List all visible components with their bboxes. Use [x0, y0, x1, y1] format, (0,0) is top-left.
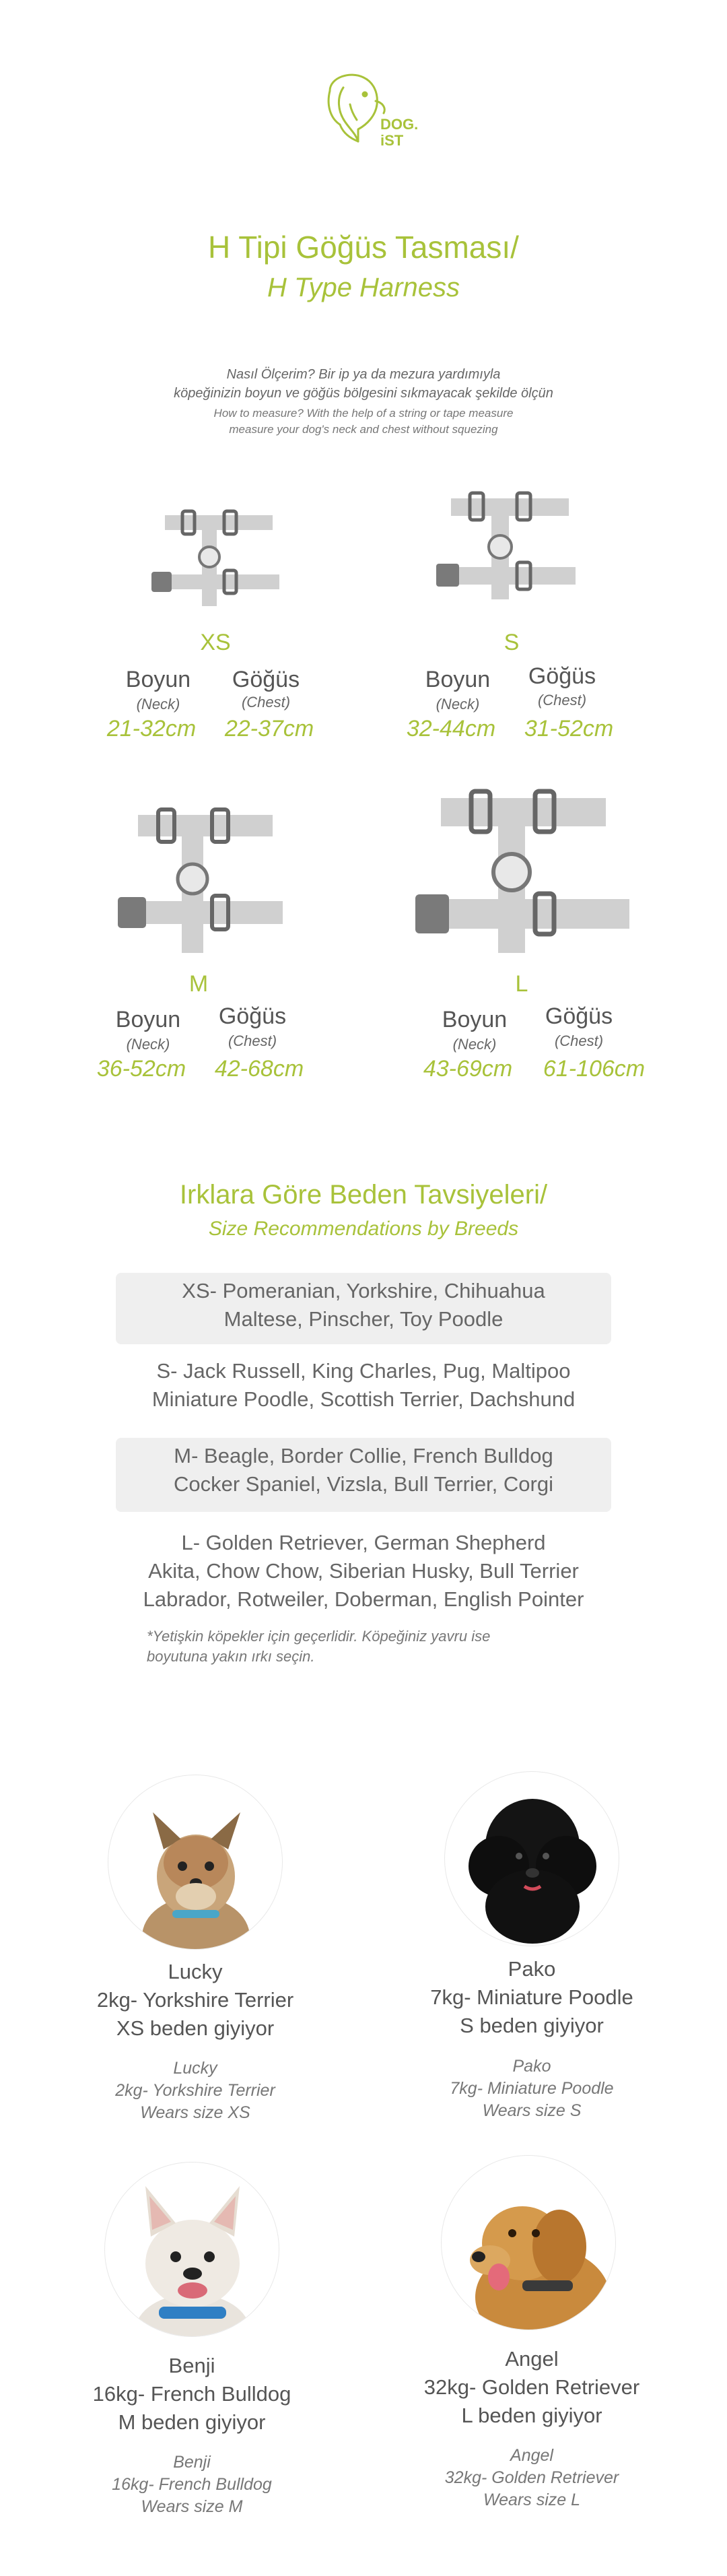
harness-s-illustration	[431, 485, 586, 613]
dog-weight-breed: 2kg- Yorkshire Terrier	[96, 1988, 294, 2012]
dog-weight-breed-en: 7kg- Miniature Poodle	[450, 2079, 614, 2098]
breeds-footnote	[147, 1626, 618, 1667]
dog-name: Lucky	[168, 1960, 223, 1983]
neck-range-m: 36-52cm	[96, 1056, 186, 1082]
size-label-xs: XS	[200, 630, 231, 655]
dog-photo-angel	[441, 2155, 616, 2330]
dog-weight-breed-en: 16kg- French Bulldog	[112, 2475, 272, 2494]
neck-label: Boyun	[125, 667, 191, 692]
measure-instruction-tr-1: Nasıl Ölçerim? Bir ip ya da mezura yardımıyla	[226, 367, 501, 382]
breed-group-s	[116, 1357, 611, 1418]
dog-info-benji-en	[57, 2451, 326, 2518]
dog-size-en: Wears size XS	[140, 2103, 250, 2122]
footnote-line: boyutuna yakın ırkı seçin.	[147, 1648, 315, 1665]
harness-l-illustration	[414, 785, 636, 973]
breed-line: Maltese, Pinscher, Toy Poodle	[223, 1307, 504, 1331]
size-label-s: S	[504, 630, 520, 655]
chest-range-xs: 22-37cm	[224, 716, 314, 741]
measure-instruction-tr-2: köpeğinizin boyun ve göğüs bölgesini sıkmayacak şekilde ölçün	[174, 386, 553, 401]
chest-label-en: (Chest)	[228, 1032, 277, 1049]
yorkshire-terrier-photo	[108, 1775, 282, 1949]
neck-label-en: (Neck)	[136, 696, 180, 713]
dog-info-lucky-tr	[61, 1958, 330, 2043]
dog-size: S beden giyiyor	[460, 2014, 604, 2037]
breed-group-xs	[116, 1273, 611, 1344]
footnote-line: *Yetişkin köpekler için geçerlidir. Köpeğiniz yavru ise	[147, 1628, 491, 1645]
size-label-l: L	[515, 971, 528, 997]
neck-range-s: 32-44cm	[406, 716, 496, 741]
breed-group-m	[116, 1438, 611, 1512]
harness-m-illustration	[114, 801, 289, 970]
neck-label: Boyun	[442, 1007, 508, 1032]
neck-label: Boyun	[425, 667, 491, 692]
dog-info-angel-en	[397, 2445, 666, 2511]
breeds-subtitle: Size Recommendations by Breeds	[208, 1218, 519, 1240]
neck-label-en: (Neck)	[436, 696, 480, 713]
dog-photo-lucky	[108, 1775, 283, 1950]
chest-label-en: (Chest)	[554, 1032, 604, 1049]
dog-weight-breed: 32kg- Golden Retriever	[423, 2375, 640, 2399]
size-label-m: M	[188, 971, 209, 997]
dog-photo-benji	[104, 2162, 279, 2337]
dog-info-angel-tr	[397, 2345, 666, 2430]
dog-info-pako-tr	[397, 1955, 666, 2040]
neck-range-l: 43-69cm	[423, 1056, 513, 1082]
breed-line: Akita, Chow Chow, Siberian Husky, Bull Terrier	[148, 1559, 579, 1583]
dog-weight-breed: 16kg- French Bulldog	[92, 2382, 291, 2406]
dog-info-benji-tr	[57, 2352, 326, 2437]
svg-text:iST: iST	[380, 132, 404, 149]
dog-name-en: Lucky	[173, 2059, 217, 2078]
dog-weight-breed-en: 32kg- Golden Retriever	[444, 2468, 619, 2487]
harness-xs-illustration	[145, 502, 289, 620]
chest-label-en: (Chest)	[537, 692, 587, 708]
chest-label-en: (Chest)	[241, 694, 291, 711]
dog-name-en: Pako	[512, 2057, 551, 2076]
dog-name: Benji	[168, 2354, 215, 2377]
dog-size: M beden giyiyor	[118, 2410, 266, 2434]
svg-text:DOG.: DOG.	[380, 116, 419, 133]
measure-instruction-en-1: How to measure? With the help of a string or tape measure	[213, 407, 514, 420]
miniature-poodle-photo	[445, 1772, 619, 1946]
dog-size: XS beden giyiyor	[116, 2016, 275, 2040]
chest-range-l: 61-106cm	[543, 1056, 646, 1082]
dog-photo-pako	[444, 1771, 619, 1946]
breed-line: XS- Pomeranian, Yorkshire, Chihuahua	[182, 1279, 545, 1302]
dog-name-en: Benji	[173, 2453, 211, 2472]
breed-line: Miniature Poodle, Scottish Terrier, Dachshund	[151, 1387, 576, 1411]
breed-line: M- Beagle, Border Collie, French Bulldog	[174, 1444, 553, 1467]
breeds-title: Irklara Göre Beden Tavsiyeleri/	[179, 1180, 548, 1210]
dog-weight-breed-en: 2kg- Yorkshire Terrier	[115, 2081, 275, 2100]
chest-range-m: 42-68cm	[214, 1056, 304, 1082]
measure-instruction-en-2: measure your dog's neck and chest without squezing	[229, 423, 498, 436]
chest-label: Göğüs	[545, 1003, 613, 1029]
chest-label: Göğüs	[528, 663, 596, 689]
breed-line: Cocker Spaniel, Vizsla, Bull Terrier, Corgi	[174, 1472, 553, 1496]
dog-size-en: Wears size L	[483, 2490, 581, 2509]
breed-line: S- Jack Russell, King Charles, Pug, Maltipoo	[156, 1359, 571, 1383]
dog-size-en: Wears size M	[141, 2497, 243, 2516]
dog-info-lucky-en	[61, 2057, 330, 2124]
breed-line: Labrador, Rotweiler, Doberman, English Pointer	[143, 1587, 584, 1611]
breed-line: L- Golden Retriever, German Shepherd	[181, 1531, 546, 1554]
chest-label: Göğüs	[218, 1003, 287, 1029]
neck-label: Boyun	[115, 1007, 181, 1032]
dogist-logo	[316, 67, 424, 162]
neck-range-xs: 21-32cm	[106, 716, 197, 741]
dog-name: Pako	[508, 1957, 556, 1981]
dog-name: Angel	[505, 2347, 559, 2371]
dog-size: L beden giyiyor	[461, 2404, 602, 2427]
neck-label-en: (Neck)	[452, 1036, 497, 1053]
page-title: H Tipi Göğüs Tasması/	[208, 230, 519, 265]
neck-label-en: (Neck)	[126, 1036, 170, 1053]
dog-name-en: Angel	[510, 2446, 553, 2465]
french-bulldog-photo	[105, 2162, 279, 2336]
page-subtitle: H Type Harness	[267, 273, 460, 302]
dog-weight-breed: 7kg- Miniature Poodle	[430, 1985, 633, 2009]
breed-group-l	[116, 1529, 611, 1616]
chest-label: Göğüs	[232, 667, 300, 692]
chest-range-s: 31-52cm	[524, 716, 614, 741]
golden-retriever-photo	[442, 2156, 615, 2330]
dog-info-pako-en	[397, 2055, 666, 2122]
dog-size-en: Wears size S	[482, 2101, 582, 2120]
